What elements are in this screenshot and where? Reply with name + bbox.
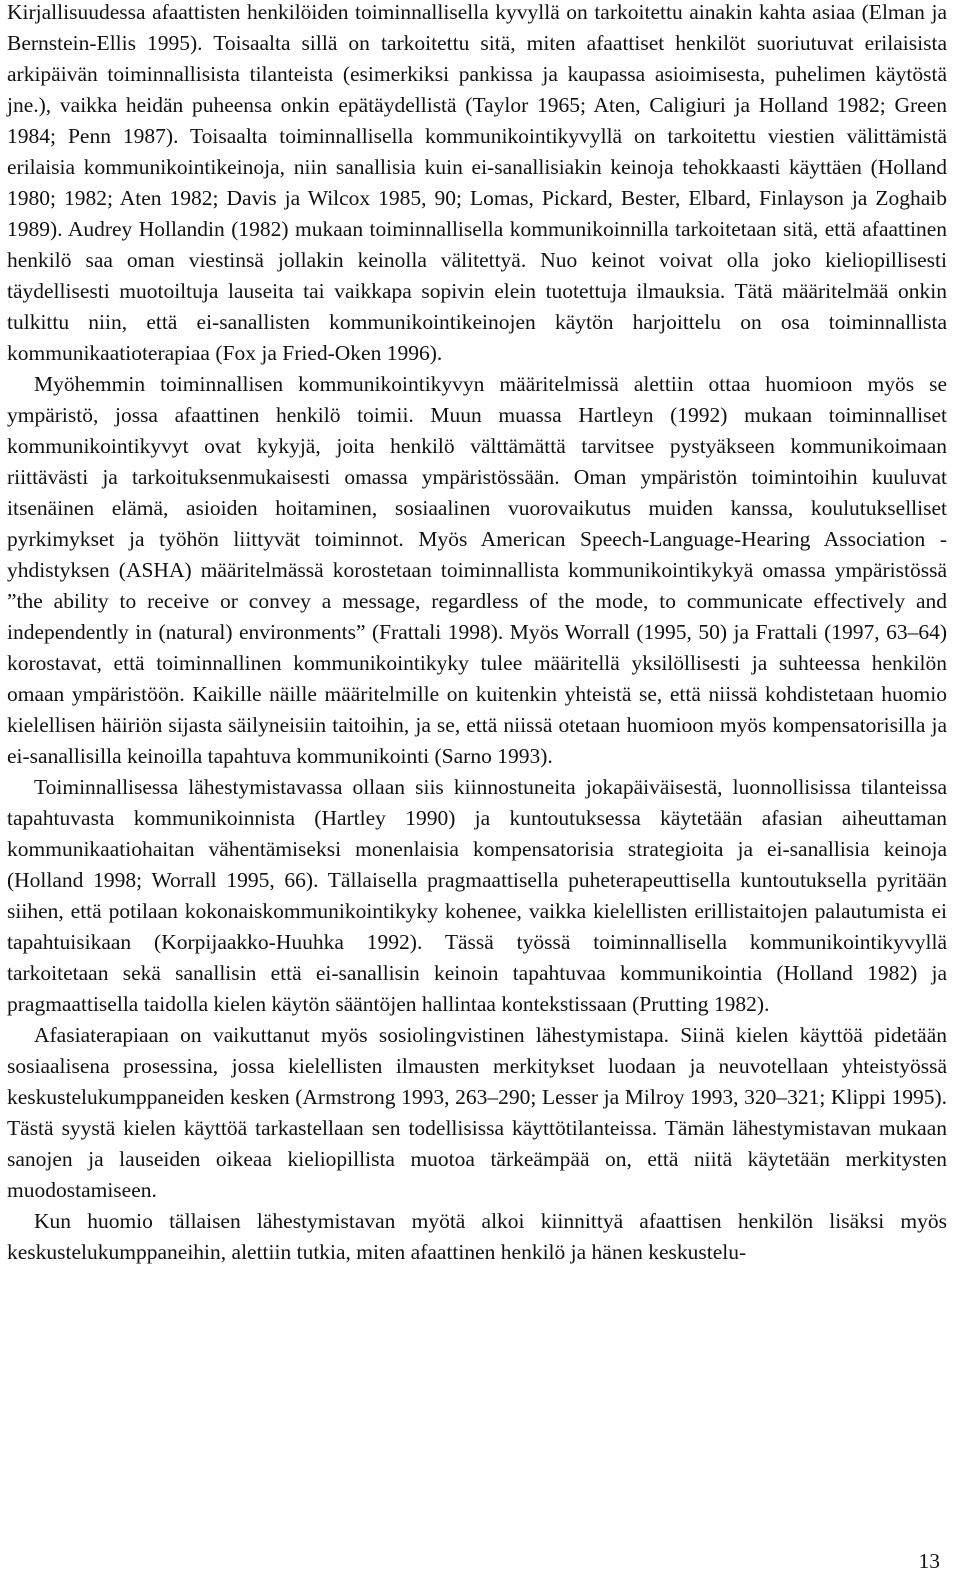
page-number: 13 xyxy=(918,1549,940,1573)
paragraph-2: Myöhemmin toiminnallisen kommunikointikyvyn määritelmissä alettiin ottaa huomioon myös se ympäristö, jossa afaattinen henkilö toimii. Muun muassa Hartleyn (1992) mukaan toiminnalliset kommunikointikyvyt ovat kykyjä, joita henkilö välttämättä tarvitsee pystyäkseen kommunikoimaan riittävästi ja tarkoituksenmukaisesti omassa ympäristössään. Oman ympäristön toimintoihin kuuluvat itsenäinen elämä, asioiden hoitaminen, sosiaalinen vuorovaikutus muiden kanssa, koulutukselliset pyrkimykset ja työhön liittyvät toiminnot. Myös American Speech-Language-Hearing Association -yhdistyksen (ASHA) määritelmässä korostetaan toiminnallista kommunikointikykyä omassa ympäristössä ”the ability to receive or convey a message, regardless of the mode, to communicate effectively and independently in (natural) environments” (Frattali 1998). Myös Worrall (1995, 50) ja Frattali (1997, 63–64) korostavat, että toiminnallinen kommunikointikyky tulee määritellä yksilöllisesti ja suhteessa henkilön omaan ympäristöön. Kaikille näille määritelmille on kuitenkin yhteistä se, että niissä kohdistetaan huomio kielellisen häiriön sijasta säilyneisiin taitoihin, ja se, että niissä otetaan huomioon myös kompensatorisilla ja ei-sanallisilla keinoilla tapahtuva kommunikointi (Sarno 1993). xyxy=(7,372,947,768)
paragraph-1: Kirjallisuudessa afaattisten henkilöiden toiminnallisella kyvyllä on tarkoitettu ainakin kahta asiaa (Elman ja Bernstein-Ellis 1995). Toisaalta sillä on tarkoitettu sitä, miten afaattiset henkilöt suoriutuvat erilaisista arkipäivän toiminnallisista tilanteista (esimerkiksi pankissa ja kaupassa asioimisesta, puhelimen käytöstä jne.), vaikka heidän puheensa onkin epätäydellistä (Taylor 1965; Aten, Caligiuri ja Holland 1982; Green 1984; Penn 1987). Toisaalta toiminnallisella kommunikointikyvyllä on tarkoitettu viestien välittämistä erilaisia kommunikointikeinoja, niin sanallisia kuin ei-sanallisiakin keinoja tehokkaasti käyttäen (Holland 1980; 1982; Aten 1982; Davis ja Wilcox 1985, 90; Lomas, Pickard, Bester, Elbard, Finlayson ja Zoghaib 1989). Audrey Hollandin (1982) mukaan toiminnallisella kommunikoinnilla tarkoitetaan sitä, että afaattinen henkilö saa oman viestinsä jollakin keinolla välitettyä. Nuo keinot voivat olla joko kieliopillisesti täydellisesti muotoiltuja lauseita tai vaikkapa sopivin elein tuotettuja ilmauksia. Tätä määritelmää onkin tulkittu niin, että ei-sanallisten kommunikointikeinojen käytön harjoittelu on osa toiminnallista kommunikaatioterapiaa (Fox ja Fried-Oken 1996). xyxy=(7,0,947,365)
paragraph-3: Toiminnallisessa lähestymistavassa ollaan siis kiinnostuneita jokapäiväisestä, luonnollisissa tilanteissa tapahtuvasta kommunikoinnista (Hartley 1990) ja kuntoutuksessa käytetään afasian aiheuttaman kommunikaatiohaitan vähentämiseksi monenlaisia kompensatorisia strategioita ja ei-sanallisia keinoja (Holland 1998; Worrall 1995, 66). Tällaisella pragmaattisella puheterapeuttisella kuntoutuksella pyritään siihen, että potilaan kokonaiskommunikointikyky kohenee, vaikka kielellisten erillistaitojen palautumista ei tapahtuisikaan (Korpijaakko-Huuhka 1992). Tässä työssä toiminnallisella kommunikointikyvyllä tarkoitetaan sekä sanallisin että ei-sanallisin keinoin tapahtuvaa kommunikointia (Holland 1982) ja pragmaattisella taidolla kielen käytön sääntöjen hallintaa kontekstissaan (Prutting 1982). xyxy=(7,775,947,1016)
body-text xyxy=(7,0,947,1268)
paragraph-4: Afasiaterapiaan on vaikuttanut myös sosiolingvistinen lähestymistapa. Siinä kielen käyttöä pidetään sosiaalisena prosessina, jossa kielellisten ilmausten merkitykset luodaan ja neuvotellaan yhteistyössä keskustelukumppaneiden kesken (Armstrong 1993, 263–290; Lesser ja Milroy 1993, 320–321; Klippi 1995). Tästä syystä kielen käyttöä tarkastellaan sen todellisissa käyttötilanteissa. Tämän lähestymistavan mukaan sanojen ja lauseiden oikeaa kieliopillista muotoa tärkeämpää on, että niitä käytetään merkitysten muodostamiseen. xyxy=(7,1023,947,1202)
paragraph-5: Kun huomio tällaisen lähestymistavan myötä alkoi kiinnittyä afaattisen henkilön lisäksi myös keskustelukumppaneihin, alettiin tutkia, miten afaattinen henkilö ja hänen keskustelu- xyxy=(7,1209,947,1264)
